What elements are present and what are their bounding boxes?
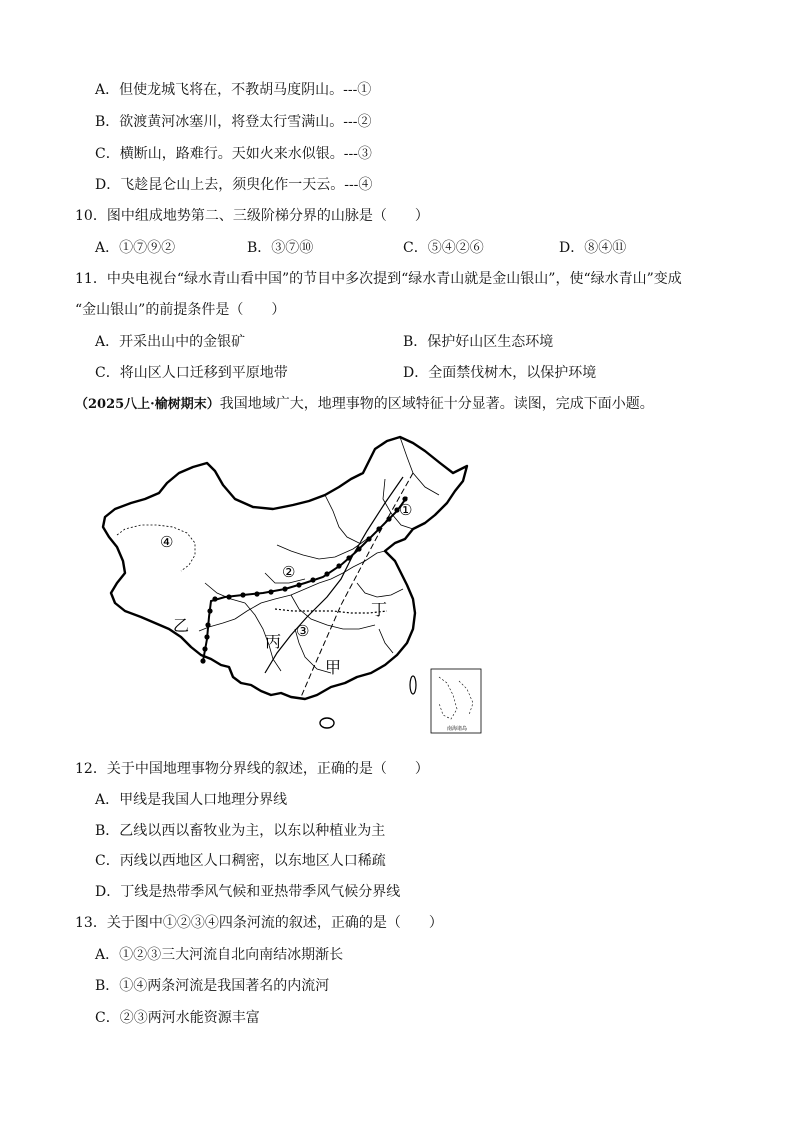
inset-caption: 南海诸岛: [447, 726, 468, 732]
q11-stem-line2: “金山银山”的前提条件是（ ）: [75, 302, 286, 318]
q11-option-b: B．保护好山区生态环境: [403, 334, 554, 350]
label-yi: 乙: [173, 616, 190, 635]
q12-option-a: A．甲线是我国人口地理分界线: [95, 792, 288, 808]
intro-source: （2025八上·榆树期末）: [75, 397, 220, 412]
intro-text: 我国地域广大，地理事物的区域特征十分显著。读图，完成下面小题。: [219, 396, 654, 412]
q10-stem: 10．图中组成地势第二、三级阶梯分界的山脉是（ ）: [75, 208, 429, 224]
line-jia: [301, 473, 413, 697]
section-intro: [75, 394, 654, 415]
label-ding: 丁: [371, 600, 388, 619]
q9-option-d: D．飞趁昆仑山上去，须臾化作一天云。---④: [95, 177, 373, 193]
q10-option-a: A．①⑦⑨②: [95, 240, 176, 256]
label-r1: ①: [399, 501, 413, 519]
q11-option-a: A．开采出山中的金银矿: [95, 334, 246, 350]
q12-option-b: B．乙线以西以畜牧业为主，以东以种植业为主: [95, 823, 386, 839]
q9-option-b: B．欲渡黄河冰塞川，将登太行雪满山。---②: [95, 114, 372, 130]
q13-option-b: B．①④两条河流是我国著名的内流河: [95, 978, 330, 994]
q11-option-d: D．全面禁伐树木，以保护环境: [403, 365, 597, 381]
inset-south-china-sea: [431, 669, 481, 733]
q12-stem: 12．关于中国地理事物分界线的叙述，正确的是（ ）: [75, 761, 429, 777]
q13-option-a: A．①②③三大河流自北向南结冰期渐长: [95, 947, 344, 963]
q12-option-d: D．丁线是热带季风气候和亚热带季风气候分界线: [95, 884, 401, 900]
q9-option-c: C．横断山，路难行。天如火来水似银。---③: [95, 146, 372, 162]
q13-stem: 13．关于图中①②③④四条河流的叙述，正确的是（ ）: [75, 915, 443, 931]
q9-option-a: A．但使龙城飞将在，不教胡马度阴山。---①: [95, 82, 372, 98]
q10-option-c: C．⑤④②⑥: [403, 240, 484, 256]
province-boundaries: [199, 437, 439, 673]
q13-option-c: C．②③两河水能资源丰富: [95, 1010, 260, 1026]
china-map: [95, 433, 495, 743]
label-jia: 甲: [325, 658, 342, 677]
label-r3: ③: [296, 622, 310, 640]
q10-option-b: B．③⑦⑩: [247, 240, 314, 256]
q10-option-d: D．⑧④⑪: [559, 240, 627, 256]
label-r4: ④: [160, 533, 174, 551]
hainan-island: [320, 718, 334, 728]
label-bing: 丙: [265, 632, 282, 651]
q12-option-c: C．丙线以西地区人口稠密，以东地区人口稀疏: [95, 853, 386, 869]
q11-option-c: C．将山区人口迁移到平原地带: [95, 365, 288, 381]
taiwan-island: [410, 676, 416, 694]
river-4-line: [117, 525, 195, 571]
label-r2: ②: [282, 563, 296, 581]
q11-stem-line1: 11．中央电视台“绿水青山看中国”的节目中多次提到“绿水青山就是金山银山”，使“绿水青山”变成: [75, 271, 682, 287]
